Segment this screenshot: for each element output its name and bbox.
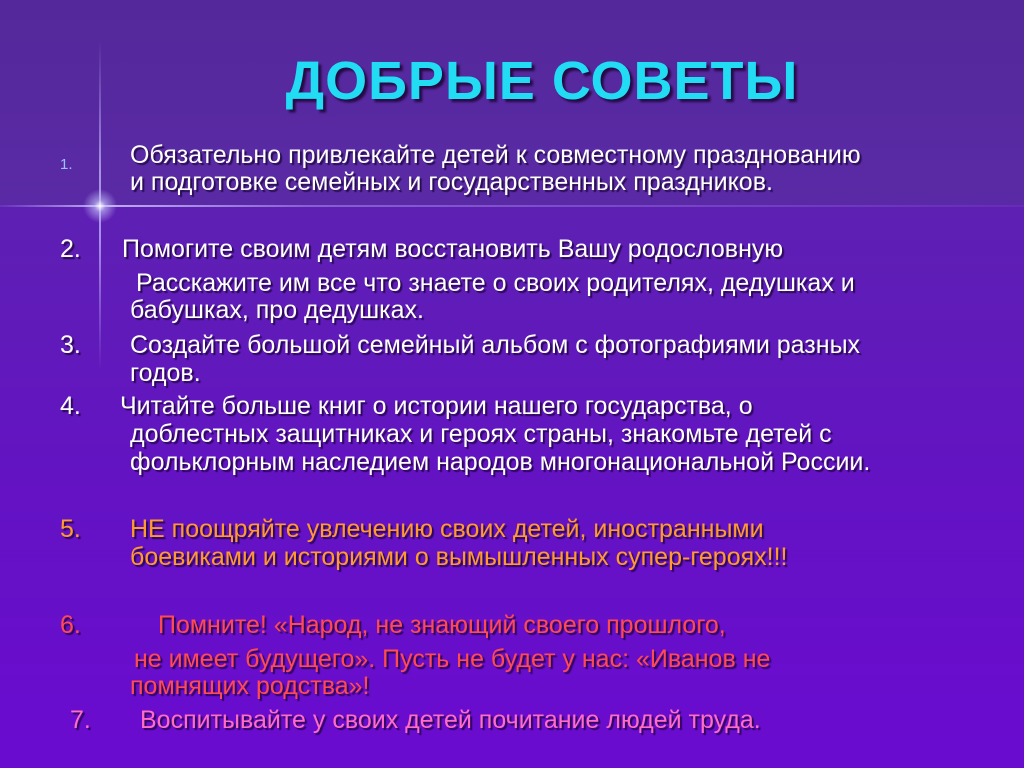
item-3-line-2: годов. <box>130 359 201 387</box>
item-6-line-3: помнящих родства»! <box>130 672 370 700</box>
item-3-number: 3. <box>60 331 81 359</box>
item-1-line-1: Обязательно привлекайте детей к совместному празднованию <box>130 141 861 169</box>
item-1-line-2: и подготовке семейных и государственных праздников. <box>130 168 773 196</box>
item-4-line-3: фольклорным наследием народов многонациональной России. <box>130 448 871 476</box>
item-2-number: 2. <box>60 235 81 263</box>
page-title: ДОБРЫЕ СОВЕТЫ <box>285 51 799 111</box>
decorative-horizontal-line <box>0 205 1024 207</box>
item-6-line-2: не имеет будущего». Пусть не будет у нас: «Иванов не <box>134 645 771 673</box>
item-6-number: 6. <box>60 611 81 639</box>
light-flare-icon <box>80 186 120 226</box>
item-2-line-3: бабушках, про дедушках. <box>130 296 424 324</box>
item-5-line-2: боевиками и историями о вымышленных супер-героях!!! <box>130 543 788 571</box>
item-4-line-2: доблестных защитниках и героях страны, знакомьте детей с <box>130 420 832 448</box>
item-2-line-2: Расскажите им все что знаете о своих родителях, дедушках и <box>136 269 855 297</box>
item-3-line-1: Создайте большой семейный альбом с фотографиями разных <box>130 331 861 359</box>
item-4-line-1: Читайте больше книг о истории нашего государства, о <box>120 392 753 420</box>
item-2-line-1: Помогите своим детям восстановить Вашу родословную <box>122 235 784 263</box>
item-4-number: 4. <box>60 392 81 420</box>
item-7-number: 7. <box>70 706 91 734</box>
item-7-line-1: Воспитывайте у своих детей почитание людей труда. <box>140 706 761 734</box>
item-5-line-1: НЕ поощряйте увлечению своих детей, иностранными <box>130 515 764 543</box>
item-5-number: 5. <box>60 515 81 543</box>
item-1-number: 1. <box>60 156 73 173</box>
item-6-line-1: Помните! «Народ, не знающий своего прошлого, <box>158 611 726 639</box>
